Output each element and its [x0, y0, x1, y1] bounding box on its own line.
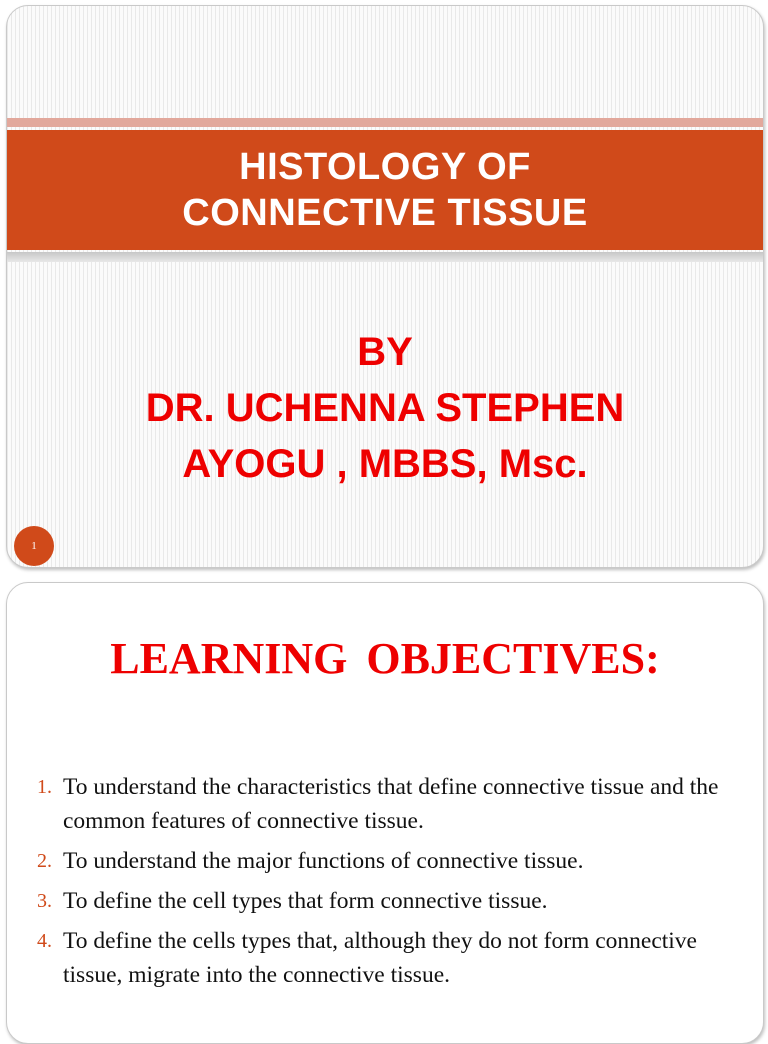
band-top-stripe	[7, 118, 763, 127]
title-slide	[6, 5, 764, 568]
author-by: BY	[357, 330, 413, 374]
list-item	[37, 770, 733, 838]
objectives-list	[37, 770, 733, 998]
list-item-number: 4.	[37, 930, 52, 952]
author-credentials: AYOGU , MBBS, Msc.	[182, 442, 588, 486]
list-item-text: To understand the characteristics that define connective tissue and the common features of connective tissue.	[63, 774, 719, 834]
title-band	[7, 118, 763, 264]
list-item-number: 3.	[37, 890, 52, 912]
list-item	[37, 924, 733, 992]
list-item	[37, 884, 733, 918]
author-name: DR. UCHENNA STEPHEN	[145, 386, 625, 430]
objectives-heading: LEARNING OBJECTIVES:	[110, 634, 660, 683]
list-item-text: To understand the major functions of connective tissue.	[63, 848, 584, 874]
list-item-number: 2.	[37, 850, 52, 872]
author-block	[7, 324, 763, 492]
list-item-text: To define the cells types that, although they do not form connective tissue, migrate into the connective tissue.	[63, 928, 697, 988]
list-item	[37, 844, 733, 878]
objectives-slide	[6, 582, 764, 1044]
title-banner	[7, 130, 763, 250]
slide-title-line-1: HISTOLOGY OF	[239, 146, 531, 188]
list-item-number: 1.	[37, 776, 52, 798]
slide-title-line-2: CONNECTIVE TISSUE	[182, 192, 588, 234]
band-bottom-shadow	[7, 252, 763, 262]
page-number-badge: 1	[14, 526, 54, 566]
list-item-text: To define the cell types that form connective tissue.	[63, 888, 548, 914]
